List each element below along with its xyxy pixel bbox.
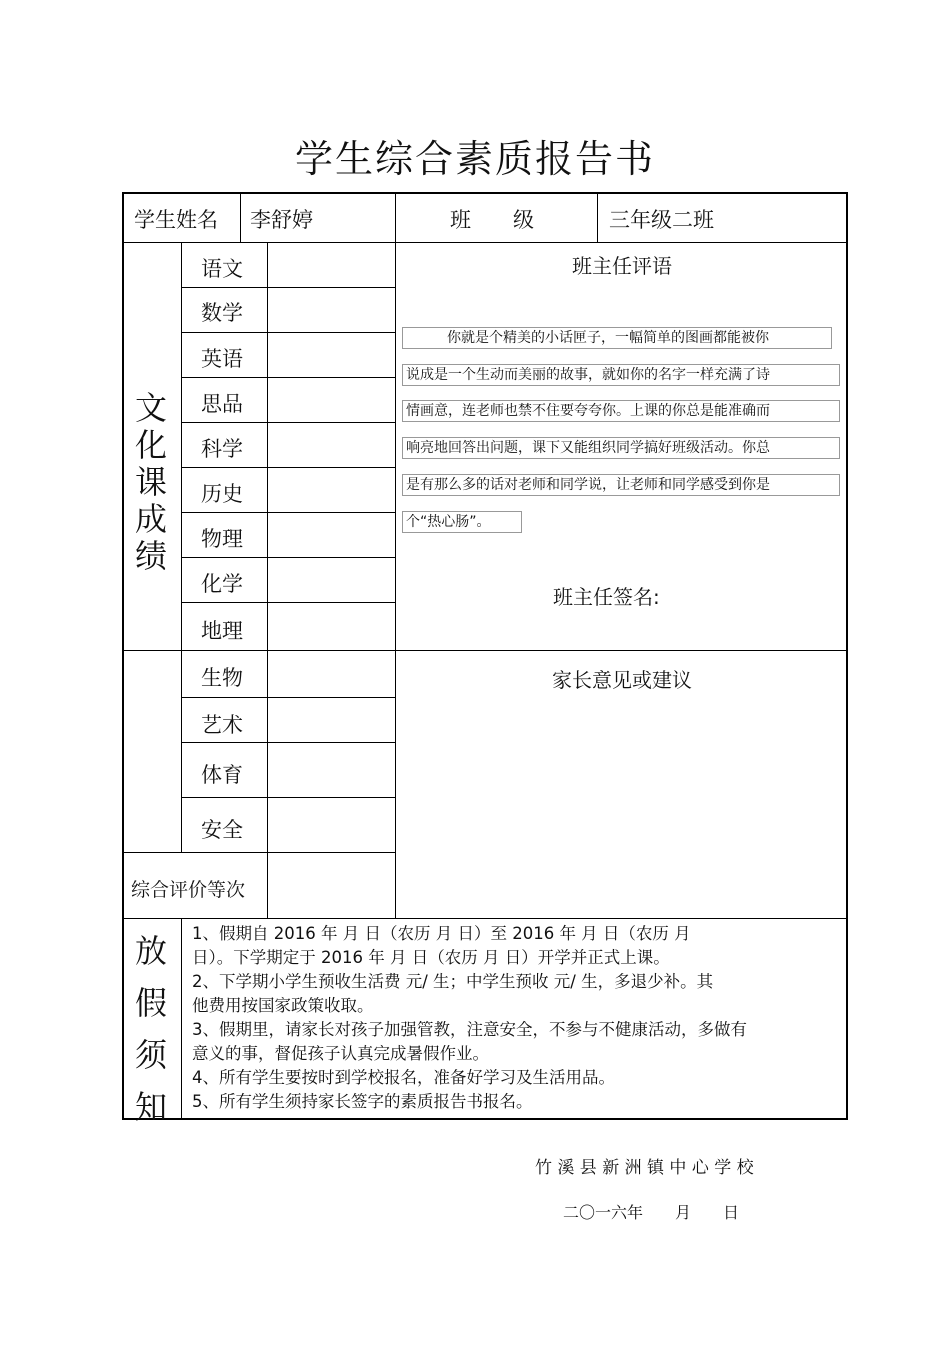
score-cell-chemistry[interactable]: [269, 559, 394, 601]
teacher-comment-heading: 班主任评语: [572, 254, 672, 278]
notice-line: 3、假期里，请家长对孩子加强管教，注意安全，不参与不健康活动，多做有: [192, 1020, 747, 1039]
subject-label: 艺术: [201, 713, 243, 737]
score-cell-art[interactable]: [269, 699, 394, 741]
subject-label: 语文: [201, 257, 243, 281]
report-date: 二〇一六年 月 日: [563, 1203, 740, 1222]
class-value: 三年级二班: [609, 208, 714, 232]
notice-line: 4、所有学生要按时到学校报名，准备好学习及生活用品。: [192, 1068, 615, 1087]
score-cell-science[interactable]: [269, 424, 394, 466]
school-name: 竹 溪 县 新 洲 镇 中 心 学 校: [535, 1158, 754, 1178]
teacher-signature-label: 班主任签名:: [553, 585, 660, 609]
class-label: 班 级: [450, 208, 534, 232]
score-cell-math[interactable]: [269, 289, 394, 331]
comment-line: 个“热心肠”。: [402, 511, 522, 533]
score-cell-geography[interactable]: [269, 604, 394, 649]
subject-label: 历史: [201, 482, 243, 506]
subject-label: 生物: [201, 666, 243, 690]
subject-label: 安全: [201, 818, 243, 842]
notice-line: 日）。下学期定于 2016 年 月 日（农历 月 日）开学并正式上课。: [192, 948, 670, 967]
subject-label: 英语: [201, 347, 243, 371]
notice-line: 2、下学期小学生预收生活费 元/ 生；中学生预收 元/ 生，多退少补。其: [192, 972, 714, 991]
subject-label: 科学: [201, 437, 243, 461]
subject-label: 地理: [201, 619, 243, 643]
comment-line: 情画意，连老师也禁不住要夸夸你。上课的你总是能准确而: [402, 400, 840, 422]
score-cell-history[interactable]: [269, 469, 394, 511]
subject-label: 化学: [201, 572, 243, 596]
parent-feedback-area[interactable]: [398, 700, 844, 916]
student-name-value: 李舒婷: [250, 208, 313, 232]
academic-scores-label: 文 化 课 成 绩: [134, 389, 167, 575]
notice-line: 5、所有学生须持家长签字的素质报告书报名。: [192, 1092, 533, 1111]
comment-line: 你就是个精美的小话匣子，一幅简单的图画都能被你: [402, 327, 832, 349]
comment-line: 是有那么多的话对老师和同学说，让老师和同学感受到你是: [402, 474, 840, 496]
subject-label: 体育: [201, 763, 243, 787]
score-cell-safety[interactable]: [269, 799, 394, 851]
notice-line: 1、假期自 2016 年 月 日（农历 月 日）至 2016 年 月 日（农历 月: [192, 924, 691, 943]
holiday-notice-text: [192, 922, 842, 1114]
parent-feedback-heading: 家长意见或建议: [552, 668, 692, 692]
score-cell-english[interactable]: [269, 334, 394, 376]
subject-label: 数学: [201, 301, 243, 325]
score-cell-physics[interactable]: [269, 514, 394, 556]
student-name-label: 学生姓名: [134, 208, 218, 232]
score-cell-morality[interactable]: [269, 379, 394, 421]
subject-label: 物理: [201, 527, 243, 551]
score-cell-chinese[interactable]: [269, 244, 394, 286]
score-cell-pe[interactable]: [269, 744, 394, 796]
score-cell-biology[interactable]: [269, 652, 394, 696]
notice-line: 意义的事，督促孩子认真完成暑假作业。: [192, 1044, 489, 1063]
comment-line: 说成是一个生动而美丽的故事，就如你的名字一样充满了诗: [402, 364, 840, 386]
comment-line: 响亮地回答出问题，课下又能组织同学搞好班级活动。你总: [402, 437, 840, 459]
subject-label: 思品: [201, 392, 243, 416]
overall-grade-label: 综合评价等次: [131, 879, 246, 901]
overall-grade-cell[interactable]: [269, 854, 394, 917]
holiday-notice-label: 放 假 须 知: [134, 932, 167, 1126]
page-title: 学生综合素质报告书: [294, 137, 655, 181]
notice-line: 他费用按国家政策收取。: [192, 996, 374, 1015]
